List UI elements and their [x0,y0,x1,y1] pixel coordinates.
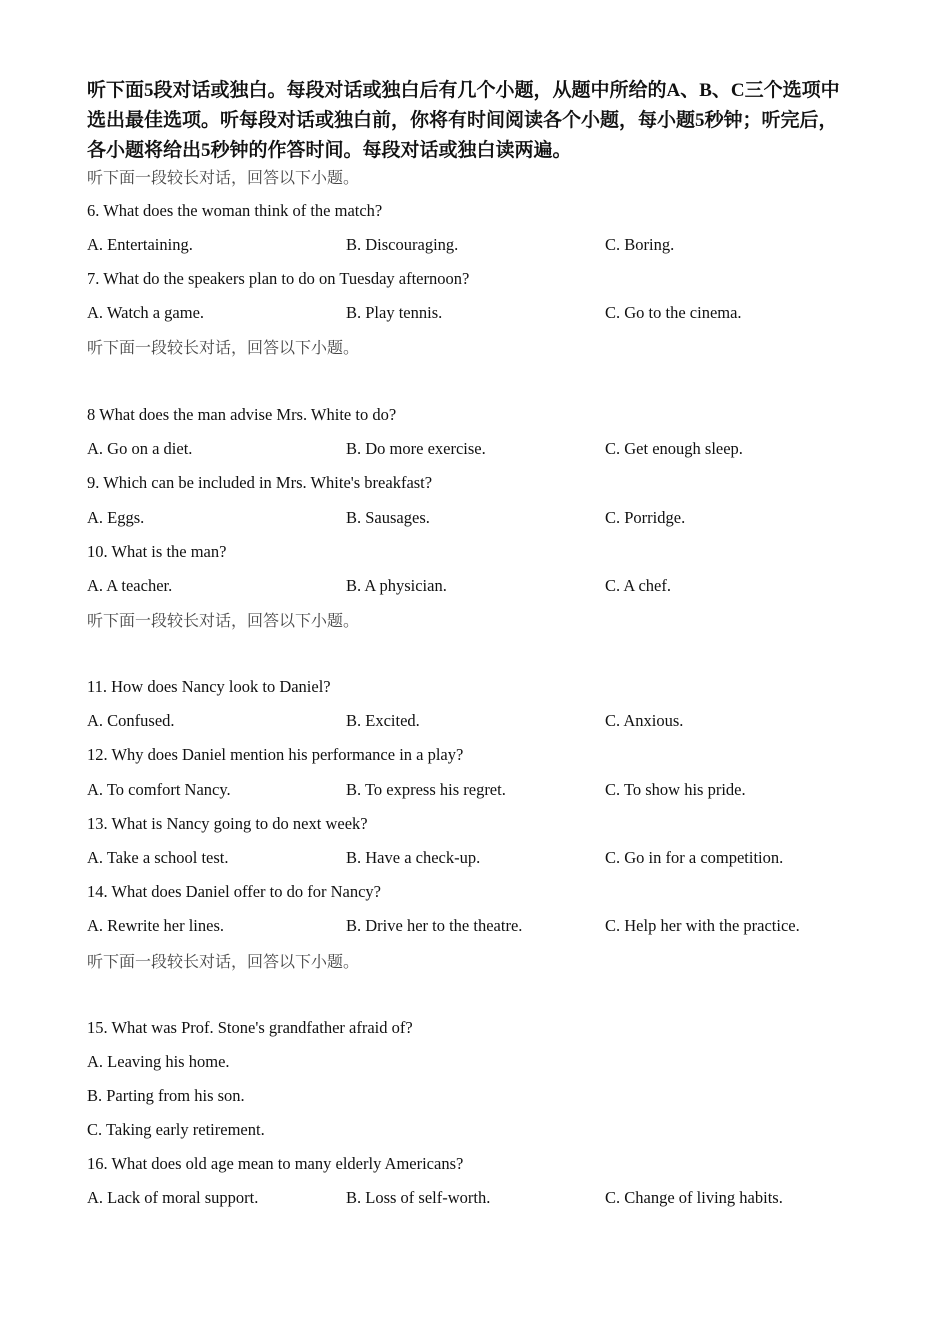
option-16-c[interactable]: C. Change of living habits. [605,1188,783,1207]
options-11 [87,710,867,732]
question-7: 7. What do the speakers plan to do on Tuesday afternoon? [87,269,470,288]
options-10 [87,575,867,597]
option-9-a[interactable]: A. Eggs. [87,508,145,527]
option-8-a[interactable]: A. Go on a diet. [87,439,193,458]
question-14: 14. What does Daniel offer to do for Nancy? [87,882,382,901]
instruction-3: 听下面一段较长对话，回答以下小题。 [87,611,360,630]
options-13 [87,847,867,869]
option-7-a[interactable]: A. Watch a game. [87,303,205,322]
option-11-c[interactable]: C. Anxious. [605,711,684,730]
option-15-a[interactable]: A. Leaving his home. [87,1052,230,1071]
option-8-b[interactable]: B. Do more exercise. [346,439,486,458]
option-14-a[interactable]: A. Rewrite her lines. [87,916,225,935]
option-6-b[interactable]: B. Discouraging. [346,235,459,254]
options-8 [87,438,867,460]
question-9: 9. Which can be included in Mrs. White's breakfast? [87,473,433,492]
options-12 [87,779,867,801]
question-15: 15. What was Prof. Stone's grandfather afraid of? [87,1018,413,1037]
option-7-b[interactable]: B. Play tennis. [346,303,443,322]
option-9-b[interactable]: B. Sausages. [346,508,430,527]
instruction-4: 听下面一段较长对话，回答以下小题。 [87,952,360,971]
option-10-b[interactable]: B. A physician. [346,576,447,595]
option-10-a[interactable]: A. A teacher. [87,576,173,595]
header-line-1: 听下面5段对话或独白。每段对话或独白后有几个小题，从题中所给的A、B、C三个选项中 [87,80,840,101]
question-10: 10. What is the man? [87,542,227,561]
question-8: 8 What does the man advise Mrs. White to do? [87,405,397,424]
options-16 [87,1187,867,1209]
option-9-c[interactable]: C. Porridge. [605,508,686,527]
option-6-a[interactable]: A. Entertaining. [87,235,193,254]
options-7 [87,302,867,324]
option-13-a[interactable]: A. Take a school test. [87,848,229,867]
question-16: 16. What does old age mean to many elderly Americans? [87,1154,464,1173]
option-11-b[interactable]: B. Excited. [346,711,420,730]
options-6 [87,234,867,256]
instruction-1: 听下面一段较长对话，回答以下小题。 [87,168,360,187]
question-13: 13. What is Nancy going to do next week? [87,814,368,833]
option-12-b[interactable]: B. To express his regret. [346,780,506,799]
option-12-c[interactable]: C. To show his pride. [605,780,746,799]
section-header [87,76,867,166]
option-13-b[interactable]: B. Have a check-up. [346,848,481,867]
option-12-a[interactable]: A. To comfort Nancy. [87,780,231,799]
option-7-c[interactable]: C. Go to the cinema. [605,303,742,322]
option-10-c[interactable]: C. A chef. [605,576,671,595]
header-line-2: 选出最佳选项。听每段对话或独白前，你将有时间阅读各个小题，每小题5秒钟；听完后， [87,110,838,131]
header-line-3: 各小题将给出5秒钟的作答时间。每段对话或独白读两遍。 [87,140,572,161]
option-13-c[interactable]: C. Go in for a competition. [605,848,784,867]
instruction-2: 听下面一段较长对话，回答以下小题。 [87,338,360,357]
option-15-c[interactable]: C. Taking early retirement. [87,1120,265,1139]
option-8-c[interactable]: C. Get enough sleep. [605,439,743,458]
options-14 [87,915,867,937]
option-11-a[interactable]: A. Confused. [87,711,175,730]
options-9 [87,507,867,529]
option-15-b[interactable]: B. Parting from his son. [87,1086,245,1105]
question-11: 11. How does Nancy look to Daniel? [87,677,331,696]
question-12: 12. Why does Daniel mention his performance in a play? [87,745,464,764]
option-16-a[interactable]: A. Lack of moral support. [87,1188,259,1207]
option-14-b[interactable]: B. Drive her to the theatre. [346,916,523,935]
option-14-c[interactable]: C. Help her with the practice. [605,916,800,935]
option-6-c[interactable]: C. Boring. [605,235,675,254]
option-16-b[interactable]: B. Loss of self-worth. [346,1188,491,1207]
question-6: 6. What does the woman think of the match? [87,201,383,220]
